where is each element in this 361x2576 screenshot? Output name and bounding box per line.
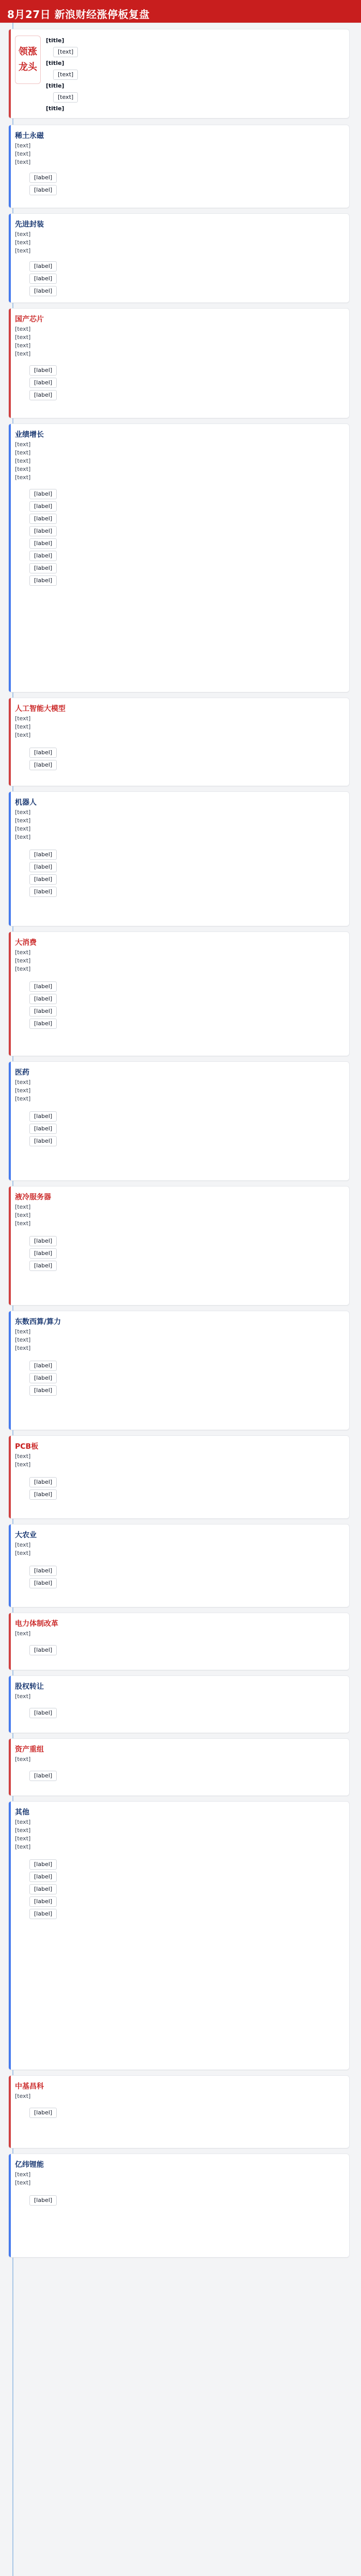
section-6-line-1: [text] (15, 957, 31, 964)
section-3-title: 业绩增长 (15, 431, 44, 439)
section-16 (8, 2075, 350, 2148)
section-2-pill-2: [label] (29, 390, 57, 400)
hero-badge-text: 领涨 (19, 46, 37, 57)
section-9-accent (9, 1311, 11, 1430)
section-7-line-2: [text] (15, 1095, 31, 1102)
section-9-pill-1: [label] (29, 1373, 57, 1383)
section-5-line-0: [text] (15, 809, 31, 816)
section-2-line-2: [text] (15, 342, 31, 349)
section-0-pill-1: [label] (29, 185, 57, 195)
section-0-line-0: [text] (15, 142, 31, 149)
section-15-line-3: [text] (15, 1843, 31, 1850)
section-6-pill-2: [label] (29, 1006, 57, 1016)
section-15-pill-2: [label] (29, 1884, 57, 1894)
section-15-pill-4: [label] (29, 1909, 57, 1919)
section-13-title: 股权转让 (15, 1683, 44, 1691)
section-3-pill-0: [label] (29, 489, 57, 499)
section-1-accent (9, 214, 11, 302)
section-3-line-1: [text] (15, 449, 31, 456)
section-3-line-4: [text] (15, 474, 31, 481)
section-15-accent (9, 1802, 11, 2070)
section-6-title: 大消费 (15, 939, 37, 947)
section-9-pill-0: [label] (29, 1361, 57, 1371)
section-1-line-1: [text] (15, 239, 31, 246)
hero-item-2-pill: [text] (53, 92, 78, 103)
hero-accent (9, 29, 11, 118)
section-4-line-0: [text] (15, 715, 31, 722)
section-11-pill-1: [label] (29, 1578, 57, 1588)
section-3-pill-7: [label] (29, 575, 57, 586)
section-11 (8, 1524, 350, 1607)
section-1-pill-0: [label] (29, 261, 57, 272)
section-17-pill-0: [label] (29, 2195, 57, 2206)
section-7-accent (9, 1062, 11, 1180)
section-5-pill-2: [label] (29, 874, 57, 885)
hero-item-1-pill: [text] (53, 70, 78, 80)
section-3-line-2: [text] (15, 457, 31, 464)
section-6-accent (9, 932, 11, 1056)
section-15-pill-1: [label] (29, 1872, 57, 1882)
section-3-pill-3: [label] (29, 526, 57, 536)
section-3-pill-2: [label] (29, 514, 57, 524)
section-15-line-0: [text] (15, 1819, 31, 1825)
section-5-pill-1: [label] (29, 862, 57, 872)
section-14-line-0: [text] (15, 1756, 31, 1762)
section-10-line-1: [text] (15, 1461, 31, 1468)
section-1 (8, 213, 350, 303)
section-9-line-2: [text] (15, 1345, 31, 1351)
section-14-pill-0: [label] (29, 1771, 57, 1781)
section-8-title: 液冷服务器 (15, 1193, 51, 1201)
section-5-pill-3: [label] (29, 887, 57, 897)
section-4-title: 人工智能大模型 (15, 705, 65, 713)
section-1-title: 先进封装 (15, 221, 44, 229)
section-7-line-0: [text] (15, 1079, 31, 1086)
section-1-pill-1: [label] (29, 274, 57, 284)
section-6-line-2: [text] (15, 965, 31, 972)
section-10-line-0: [text] (15, 1453, 31, 1460)
hero-badge (15, 36, 41, 84)
section-15-pill-3: [label] (29, 1896, 57, 1907)
section-0-line-1: [text] (15, 150, 31, 157)
section-7-pill-0: [label] (29, 1111, 57, 1122)
section-12 (8, 1613, 350, 1670)
section-2-line-0: [text] (15, 326, 31, 332)
section-6-pill-3: [label] (29, 1019, 57, 1029)
section-7 (8, 1061, 350, 1181)
section-1-line-2: [text] (15, 247, 31, 254)
section-7-pill-2: [label] (29, 1136, 57, 1146)
section-4-pill-1: [label] (29, 760, 57, 770)
section-11-line-1: [text] (15, 1550, 31, 1556)
section-8 (8, 1186, 350, 1306)
section-9-pill-2: [label] (29, 1385, 57, 1396)
section-3-pill-4: [label] (29, 538, 57, 549)
section-15-title: 其他 (15, 1808, 29, 1817)
section-5-line-2: [text] (15, 825, 31, 832)
section-12-accent (9, 1613, 11, 1670)
section-10-pill-1: [label] (29, 1489, 57, 1500)
hero-item-2-title: [title] (46, 82, 64, 89)
section-16-accent (9, 2076, 11, 2148)
section-10-accent (9, 1436, 11, 1518)
section-0-title: 稀土永磁 (15, 132, 44, 140)
section-8-pill-2: [label] (29, 1261, 57, 1271)
section-2-pill-1: [label] (29, 378, 57, 388)
section-6-pill-0: [label] (29, 981, 57, 992)
section-0-accent (9, 125, 11, 208)
hero-item-0-pill: [text] (53, 47, 78, 57)
section-4 (8, 698, 350, 786)
section-8-line-2: [text] (15, 1220, 31, 1227)
hero-badge-subtext: 龙头 (19, 62, 37, 73)
section-2-pill-0: [label] (29, 365, 57, 376)
section-5-accent (9, 792, 11, 926)
section-7-title: 医药 (15, 1069, 29, 1077)
section-13-accent (9, 1676, 11, 1733)
section-0-pill-0: [label] (29, 173, 57, 183)
section-16-line-0: [text] (15, 2093, 31, 2099)
section-9 (8, 1311, 350, 1430)
section-4-line-2: [text] (15, 732, 31, 738)
hero-item-0-title: [title] (46, 37, 64, 44)
section-1-line-0: [text] (15, 231, 31, 238)
section-4-line-1: [text] (15, 723, 31, 730)
section-2-line-1: [text] (15, 334, 31, 341)
section-3-accent (9, 424, 11, 692)
section-14-title: 资产重组 (15, 1745, 44, 1754)
section-9-title: 东数西算/算力 (15, 1318, 61, 1326)
section-17-title: 亿纬锂能 (15, 2161, 44, 2169)
hero-item-3-title: [title] (46, 105, 64, 112)
section-6-pill-1: [label] (29, 994, 57, 1004)
section-3-pill-6: [label] (29, 563, 57, 573)
section-8-accent (9, 1187, 11, 1305)
section-15 (8, 1801, 350, 2070)
section-15-line-1: [text] (15, 1827, 31, 1834)
section-17-line-0: [text] (15, 2171, 31, 2178)
section-5-pill-0: [label] (29, 850, 57, 860)
section-0-line-2: [text] (15, 159, 31, 165)
section-2-accent (9, 309, 11, 418)
section-16-pill-0: [label] (29, 2108, 57, 2118)
section-14-accent (9, 1739, 11, 1795)
section-6 (8, 931, 350, 1056)
section-16-title: 中基昌科 (15, 2082, 44, 2091)
section-11-accent (9, 1524, 11, 1607)
section-10 (8, 1435, 350, 1519)
section-7-line-1: [text] (15, 1087, 31, 1094)
section-8-pill-0: [label] (29, 1236, 57, 1246)
section-6-line-0: [text] (15, 949, 31, 956)
section-14 (8, 1738, 350, 1796)
section-2 (8, 308, 350, 418)
section-5 (8, 791, 350, 926)
section-11-title: 大农业 (15, 1531, 37, 1539)
section-3-line-3: [text] (15, 466, 31, 472)
section-13 (8, 1675, 350, 1733)
section-12-title: 电力体制改革 (15, 1620, 58, 1628)
section-9-line-1: [text] (15, 1336, 31, 1343)
section-2-title: 国产芯片 (15, 315, 44, 324)
section-8-pill-1: [label] (29, 1248, 57, 1259)
section-10-title: PCB板 (15, 1443, 39, 1451)
section-5-line-3: [text] (15, 834, 31, 840)
section-11-pill-0: [label] (29, 1566, 57, 1576)
section-4-accent (9, 698, 11, 786)
hero-card (8, 29, 350, 118)
section-3-line-0: [text] (15, 441, 31, 448)
section-10-pill-0: [label] (29, 1477, 57, 1487)
section-7-pill-1: [label] (29, 1124, 57, 1134)
section-12-line-0: [text] (15, 1630, 31, 1637)
section-2-line-3: [text] (15, 350, 31, 357)
section-8-line-0: [text] (15, 1204, 31, 1210)
section-0 (8, 125, 350, 208)
section-5-line-1: [text] (15, 817, 31, 824)
section-9-line-0: [text] (15, 1328, 31, 1335)
section-15-line-2: [text] (15, 1835, 31, 1842)
section-1-pill-2: [label] (29, 286, 57, 296)
section-3 (8, 423, 350, 692)
section-3-pill-1: [label] (29, 501, 57, 512)
section-5-title: 机器人 (15, 799, 37, 807)
section-13-line-0: [text] (15, 1693, 31, 1700)
hero-item-1-title: [title] (46, 60, 64, 66)
section-3-pill-5: [label] (29, 551, 57, 561)
section-8-line-1: [text] (15, 1212, 31, 1218)
section-4-pill-0: [label] (29, 748, 57, 758)
page-title: 8月27日 新浪财经涨停板复盘 (7, 8, 150, 21)
top-banner (0, 0, 361, 23)
section-17-line-1: [text] (15, 2179, 31, 2186)
section-15-pill-0: [label] (29, 1859, 57, 1870)
section-13-pill-0: [label] (29, 1708, 57, 1718)
section-12-pill-0: [label] (29, 1645, 57, 1655)
section-17-accent (9, 2154, 11, 2257)
section-11-line-0: [text] (15, 1541, 31, 1548)
section-17 (8, 2154, 350, 2258)
